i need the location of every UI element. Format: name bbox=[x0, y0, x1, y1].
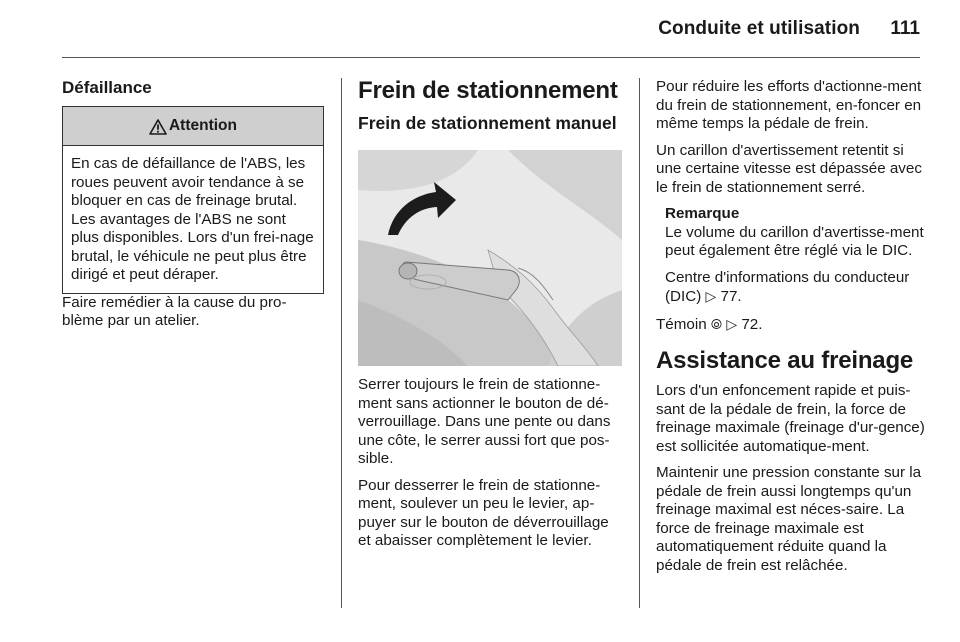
paragraph: Serrer toujours le frein de stationne-ment sans actionner le bouton de dé-verrouillage. Dans une pente ou dans une côte, le serrer aussi fort que pos-sible. bbox=[358, 376, 611, 467]
paragraph: Maintenir une pression constante sur la pédale de frein aussi longtemps qu'un freinage maximal est néces-saire. La force de freinage maximale est automatiquement réduite quand la pédale de frein est relâchée. bbox=[656, 464, 922, 574]
brake-warning-lamp-icon: ⦾ bbox=[710, 315, 723, 332]
note-title: Remarque bbox=[665, 205, 740, 222]
section-title-assistance-au-freinage: Assistance au freinage bbox=[656, 347, 914, 374]
page-number: 111 bbox=[890, 18, 920, 39]
warning-header bbox=[63, 107, 323, 146]
subsection-title-manuel: Frein de stationnement manuel bbox=[358, 113, 617, 133]
column-1 bbox=[62, 78, 324, 339]
warning-triangle-icon bbox=[149, 119, 167, 135]
page-reference[interactable]: 77. bbox=[720, 288, 742, 305]
page-reference[interactable]: 72. bbox=[741, 315, 763, 333]
indicator-reference bbox=[656, 315, 926, 335]
reference-arrow-icon: ▷ bbox=[705, 288, 717, 304]
warning-box bbox=[62, 106, 324, 294]
section-title-frein-de-stationnement: Frein de stationnement bbox=[358, 77, 618, 104]
header-divider bbox=[62, 57, 920, 58]
indicator-label: Témoin bbox=[656, 315, 707, 333]
reference-arrow-icon: ▷ bbox=[726, 315, 738, 332]
column-divider-1 bbox=[341, 78, 342, 608]
column-2 bbox=[358, 78, 624, 559]
section-heading-defaillance: Défaillance bbox=[62, 78, 152, 97]
warning-label: Attention bbox=[168, 116, 237, 134]
note-box bbox=[665, 205, 926, 307]
paragraph: Un carillon d'avertissement retentit si une certaine vitesse est dépassée avec le frein de stationnement serré. bbox=[656, 141, 922, 196]
warning-text: En cas de défaillance de l'ABS, les roues peuvent avoir tendance à se bloquer en cas de freinage brutal. Les avantages de l'ABS ne sont plus disponibles. Lors d'un frei-nage brutal, le véhicule ne peut plus être dirigé et peut déraper. bbox=[71, 155, 314, 283]
paragraph: Pour réduire les efforts d'actionne-ment du frein de stationnement, en-foncer en même temps la pédale de frein. bbox=[656, 78, 922, 132]
header-title: Conduite et utilisation bbox=[658, 18, 860, 39]
column-3 bbox=[656, 78, 926, 583]
paragraph: Pour desserrer le frein de stationne-ment, soulever un peu le levier, ap-puyer sur le bouton de déverrouillage et abaisser complètement le levier. bbox=[358, 476, 609, 549]
note-text: Le volume du carillon d'avertisse-ment peut également être réglé via le DIC. bbox=[665, 223, 924, 259]
parking-brake-lever-illustration bbox=[358, 150, 622, 366]
note-reference-text: Centre d'informations du conducteur (DIC) bbox=[665, 268, 910, 305]
note-text bbox=[665, 269, 926, 307]
paragraph: Faire remédier à la cause du pro-blème par un atelier. bbox=[62, 293, 287, 329]
column-divider-2 bbox=[639, 78, 640, 608]
paragraph: Lors d'un enfoncement rapide et puis-sant de la pédale de frein, la force de freinage maximale (freinage d'ur-gence) est sollicitée automatique-ment. bbox=[656, 382, 925, 455]
